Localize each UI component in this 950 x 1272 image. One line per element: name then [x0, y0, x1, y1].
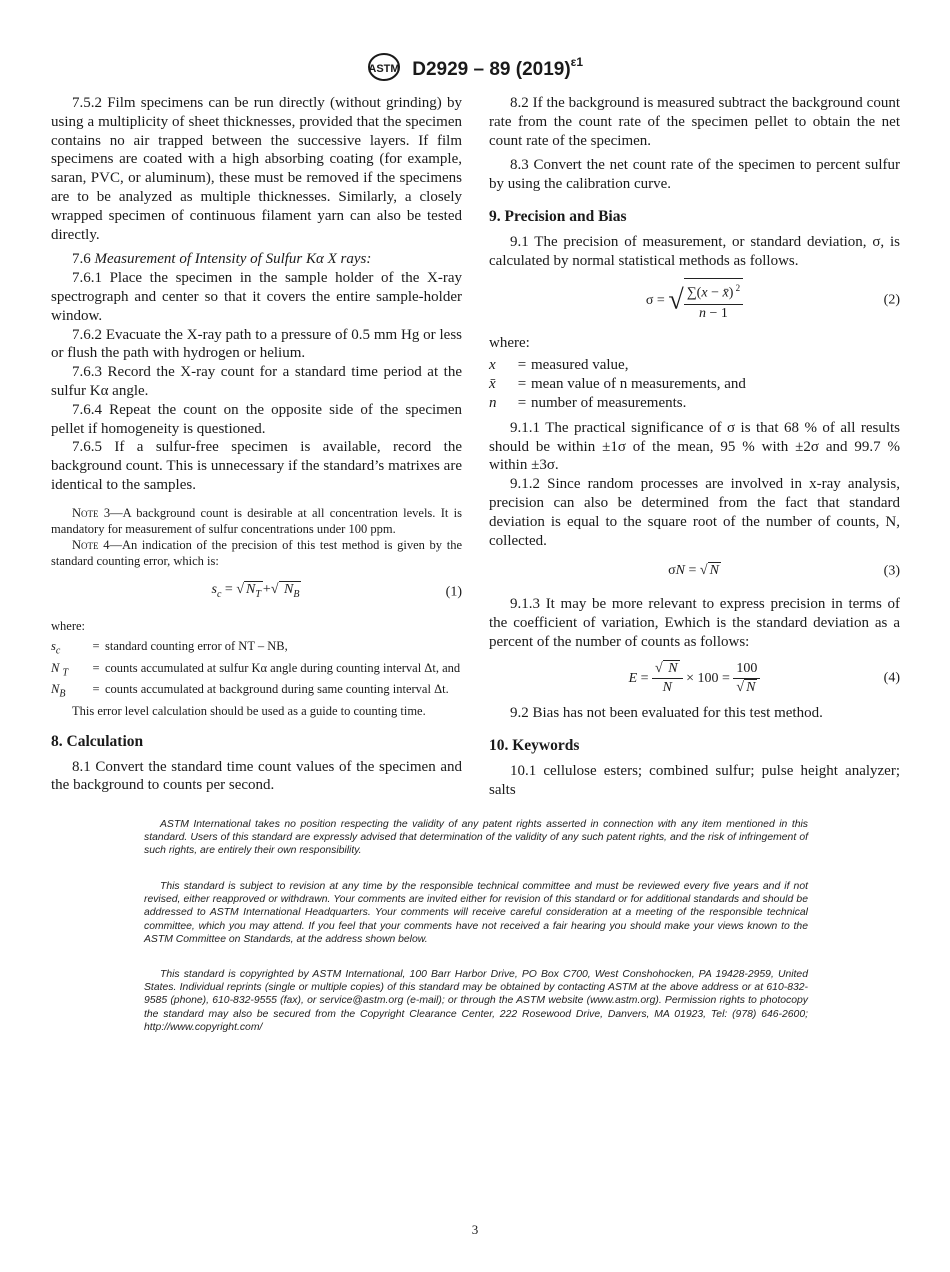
- paragraph-9-2: 9.2 Bias has not been evaluated for this test method.: [510, 705, 823, 722]
- definition-text: standard counting error of NT – NB,: [105, 639, 288, 654]
- definition-symbol: x: [489, 357, 496, 374]
- paragraph-8-3: 8.3 Convert the net count rate of the specimen to percent sulfur by using the calibration curve.: [489, 157, 900, 193]
- copyright-text: This standard is copyrighted by ASTM International, 100 Barr Harbor Drive, PO Box C700, West Conshohocken, PA 19428-2959, United States. Individual reprints (single or multiple copies) of this standard may be obtained by contacting ASTM at the above address or at 610-832-9585 (phone), 610-832-9555 (fax), or service@astm.org (e-mail); or through the ASTM website (www.astm.org). Permission rights to photocopy the standard may also be secured from the Copyright Clearance Center, 222 Rosewood Drive, Danvers, MA 01923, Tel: (978) 646-2600; http://www.copyright.com/: [144, 969, 808, 1033]
- astm-logo-icon: [367, 52, 401, 88]
- equation-2-formula: σ = √ $\frac{\sum(x - x̄) ^2}{n - 1}$: [646, 293, 743, 308]
- equation-3-formula: σN = √ N: [668, 563, 719, 579]
- paragraph-7-6-1: 7.6.1 Place the specimen in the sample holder of the X-ray spectrograph and center so that it covers the entire sample-holder window.: [51, 270, 462, 324]
- paragraph-9-1: 9.1 The precision of measurement, or standard deviation, σ, is calculated by normal statistical methods as follows.: [489, 233, 900, 269]
- definition-row: $N_B$ = counts accumulated at background during same counting interval Δt.: [51, 681, 462, 703]
- note-label: Note 4: [72, 537, 110, 552]
- footer-copyright-notice: [144, 968, 808, 1034]
- note-text: —A background count is desirable at all concentration levels. It is mandatory for measurement of sulfur concentrations under 100 ppm.: [51, 505, 462, 536]
- equation-number: (1): [445, 584, 462, 600]
- definition-symbol: $s_c$: [51, 639, 61, 657]
- designation-epsilon: ε1: [570, 54, 584, 69]
- paragraph-8-2: 8.2 If the background is measured subtract the background count rate from the count rate of the specimen pellet to obtain the net count rate of the specimen.: [489, 95, 900, 149]
- definition-text: counts accumulated at sulfur Kα angle during counting interval Δt, and: [105, 660, 461, 675]
- equation-1-formula: $s_c$ = √ $N_T$ +√ $N_B$: [211, 581, 300, 600]
- definition-symbol: N $_T$: [51, 660, 69, 679]
- paragraph-7-6-4: 7.6.4 Repeat the count on the opposite side of the specimen pellet if homogeneity is questioned.: [51, 401, 462, 437]
- equation-4-formula: E = $\frac{√ N}{N}$ × 100 = $\frac{100}{√ N}$: [629, 671, 761, 686]
- paragraph-9-1-1: 9.1.1 The practical significance of σ is that 68 % of all results should be within ±1σ of the mean, 95 % with ±2σ and 99.7 % within ±3σ.: [489, 419, 900, 474]
- definition-text: mean value of n measurements, and: [531, 376, 746, 393]
- definition-symbol: n: [489, 395, 497, 412]
- paragraph-7-6-5: 7.6.5 If a sulfur-free specimen is available, record the background count. This is unnecessary if the standard’s matrixes are identical to the samples.: [51, 439, 462, 493]
- section-title: Measurement of Intensity of Sulfur Kα X rays:: [94, 251, 372, 268]
- definition-row: x = measured value,: [489, 356, 900, 375]
- section-number: 7.6: [72, 251, 91, 268]
- section-heading-calculation: 8. Calculation: [51, 732, 144, 750]
- guide-text: This error level calculation should be used as a guide to counting time.: [72, 703, 426, 718]
- definitions-list: [51, 638, 462, 703]
- equation-2: [489, 278, 900, 323]
- left-column: [51, 94, 462, 795]
- where-label: where:: [51, 619, 86, 634]
- note-3: [51, 505, 462, 537]
- paragraph-8-1: 8.1 Convert the standard time count values of the specimen and the background to counts per second.: [51, 758, 462, 794]
- equation-1: [51, 581, 462, 605]
- paragraph-7-5-2: 7.5.2 Film specimens can be run directly (without grinding) by using a multiplicity of sheet thicknesses, provided that the specimen contains no air trapped between the successive layers. If film specimens are coated with a high absorbing coating (for example, saran, PVC, or aluminum), these must be removed if the specimens are to be analyzed as multiple thicknesses. Similarly, a closely wrapped specimen of continuous filament yarn can also be tested directly.: [51, 95, 462, 243]
- definition-row: $s_c$ = standard counting error of NT – NB,: [51, 638, 462, 660]
- footer-revision-notice: [144, 880, 808, 946]
- paragraph-9-1-3: 9.1.3 It may be more relevant to express precision in terms of the coefficient of variation, Ewhich is the standard deviation as a percent of the number of counts as follows:: [489, 596, 900, 650]
- equation-number: (2): [883, 292, 900, 308]
- definition-symbol: x̄: [489, 376, 496, 393]
- definitions-list: [489, 356, 900, 412]
- where-label: where:: [489, 334, 530, 351]
- definition-row: N $_T$ = counts accumulated at sulfur Kα angle during counting interval Δt, and: [51, 660, 462, 682]
- paragraph-7-6-2: 7.6.2 Evacuate the X-ray path to a pressure of 0.5 mm Hg or less or flush the path with hydrogen or helium.: [51, 326, 462, 362]
- svg-text:ASTM: ASTM: [368, 63, 400, 75]
- paragraph-10-1: 10.1 cellulose esters; combined sulfur; pulse height analyzer; salts: [489, 762, 900, 798]
- note-4: [51, 537, 462, 569]
- section-heading-keywords: 10. Keywords: [489, 736, 580, 754]
- equation-4: [489, 660, 900, 699]
- page-header: [0, 52, 950, 88]
- note-label: Note 3: [72, 505, 111, 520]
- equation-number: (4): [883, 670, 900, 686]
- paragraph-9-1-2: 9.1.2 Since random processes are involved in x-ray analysis, precision can also be determined from the fact that standard deviation is equal to the square root of the number of counts, N, collected.: [489, 476, 900, 549]
- note-text: —An indication of the precision of this test method is given by the standard counting error, which is:: [51, 537, 462, 568]
- footer-patent-notice: [144, 818, 808, 858]
- paragraph-7-6-3: 7.6.3 Record the X-ray count for a standard time period at the sulfur Kα angle.: [51, 364, 462, 399]
- definition-text: number of measurements.: [531, 395, 687, 412]
- equation-number: (3): [883, 563, 900, 579]
- document-designation: D2929 – 89 (2019): [412, 59, 571, 81]
- page-number: 3: [471, 1222, 479, 1237]
- definition-text: counts accumulated at background during same counting interval Δt.: [105, 682, 449, 697]
- revision-text: This standard is subject to revision at any time by the responsible technical committee and must be reviewed every five years and if not revised, either reapproved or withdrawn. Your comments are invited either for revision of this standard or for additional standards and should be addressed to ASTM International Headquarters. Your comments will receive careful consideration at a meeting of the responsible technical committee, which you may attend. If you feel that your comments have not received a fair hearing you should make your views known to the ASTM Committee on Standards, at the address shown below.: [144, 881, 808, 945]
- section-heading-precision: 9. Precision and Bias: [489, 207, 627, 225]
- paragraph-7-6: [51, 250, 462, 269]
- definition-row: n = number of measurements.: [489, 394, 900, 413]
- right-column: [489, 94, 900, 799]
- definition-symbol: $N_B$: [51, 682, 66, 700]
- definition-row: x̄ = mean value of n measurements, and: [489, 375, 900, 394]
- equation-3: [489, 562, 900, 581]
- patent-text: ASTM International takes no position respecting the validity of any patent rights asserted in connection with any item mentioned in this standard. Users of this standard are expressly advised that determination of the validity of any such patent rights, and the risk of infringement of such rights, are entirely their own responsibility.: [144, 819, 808, 857]
- definition-text: measured value,: [531, 357, 629, 374]
